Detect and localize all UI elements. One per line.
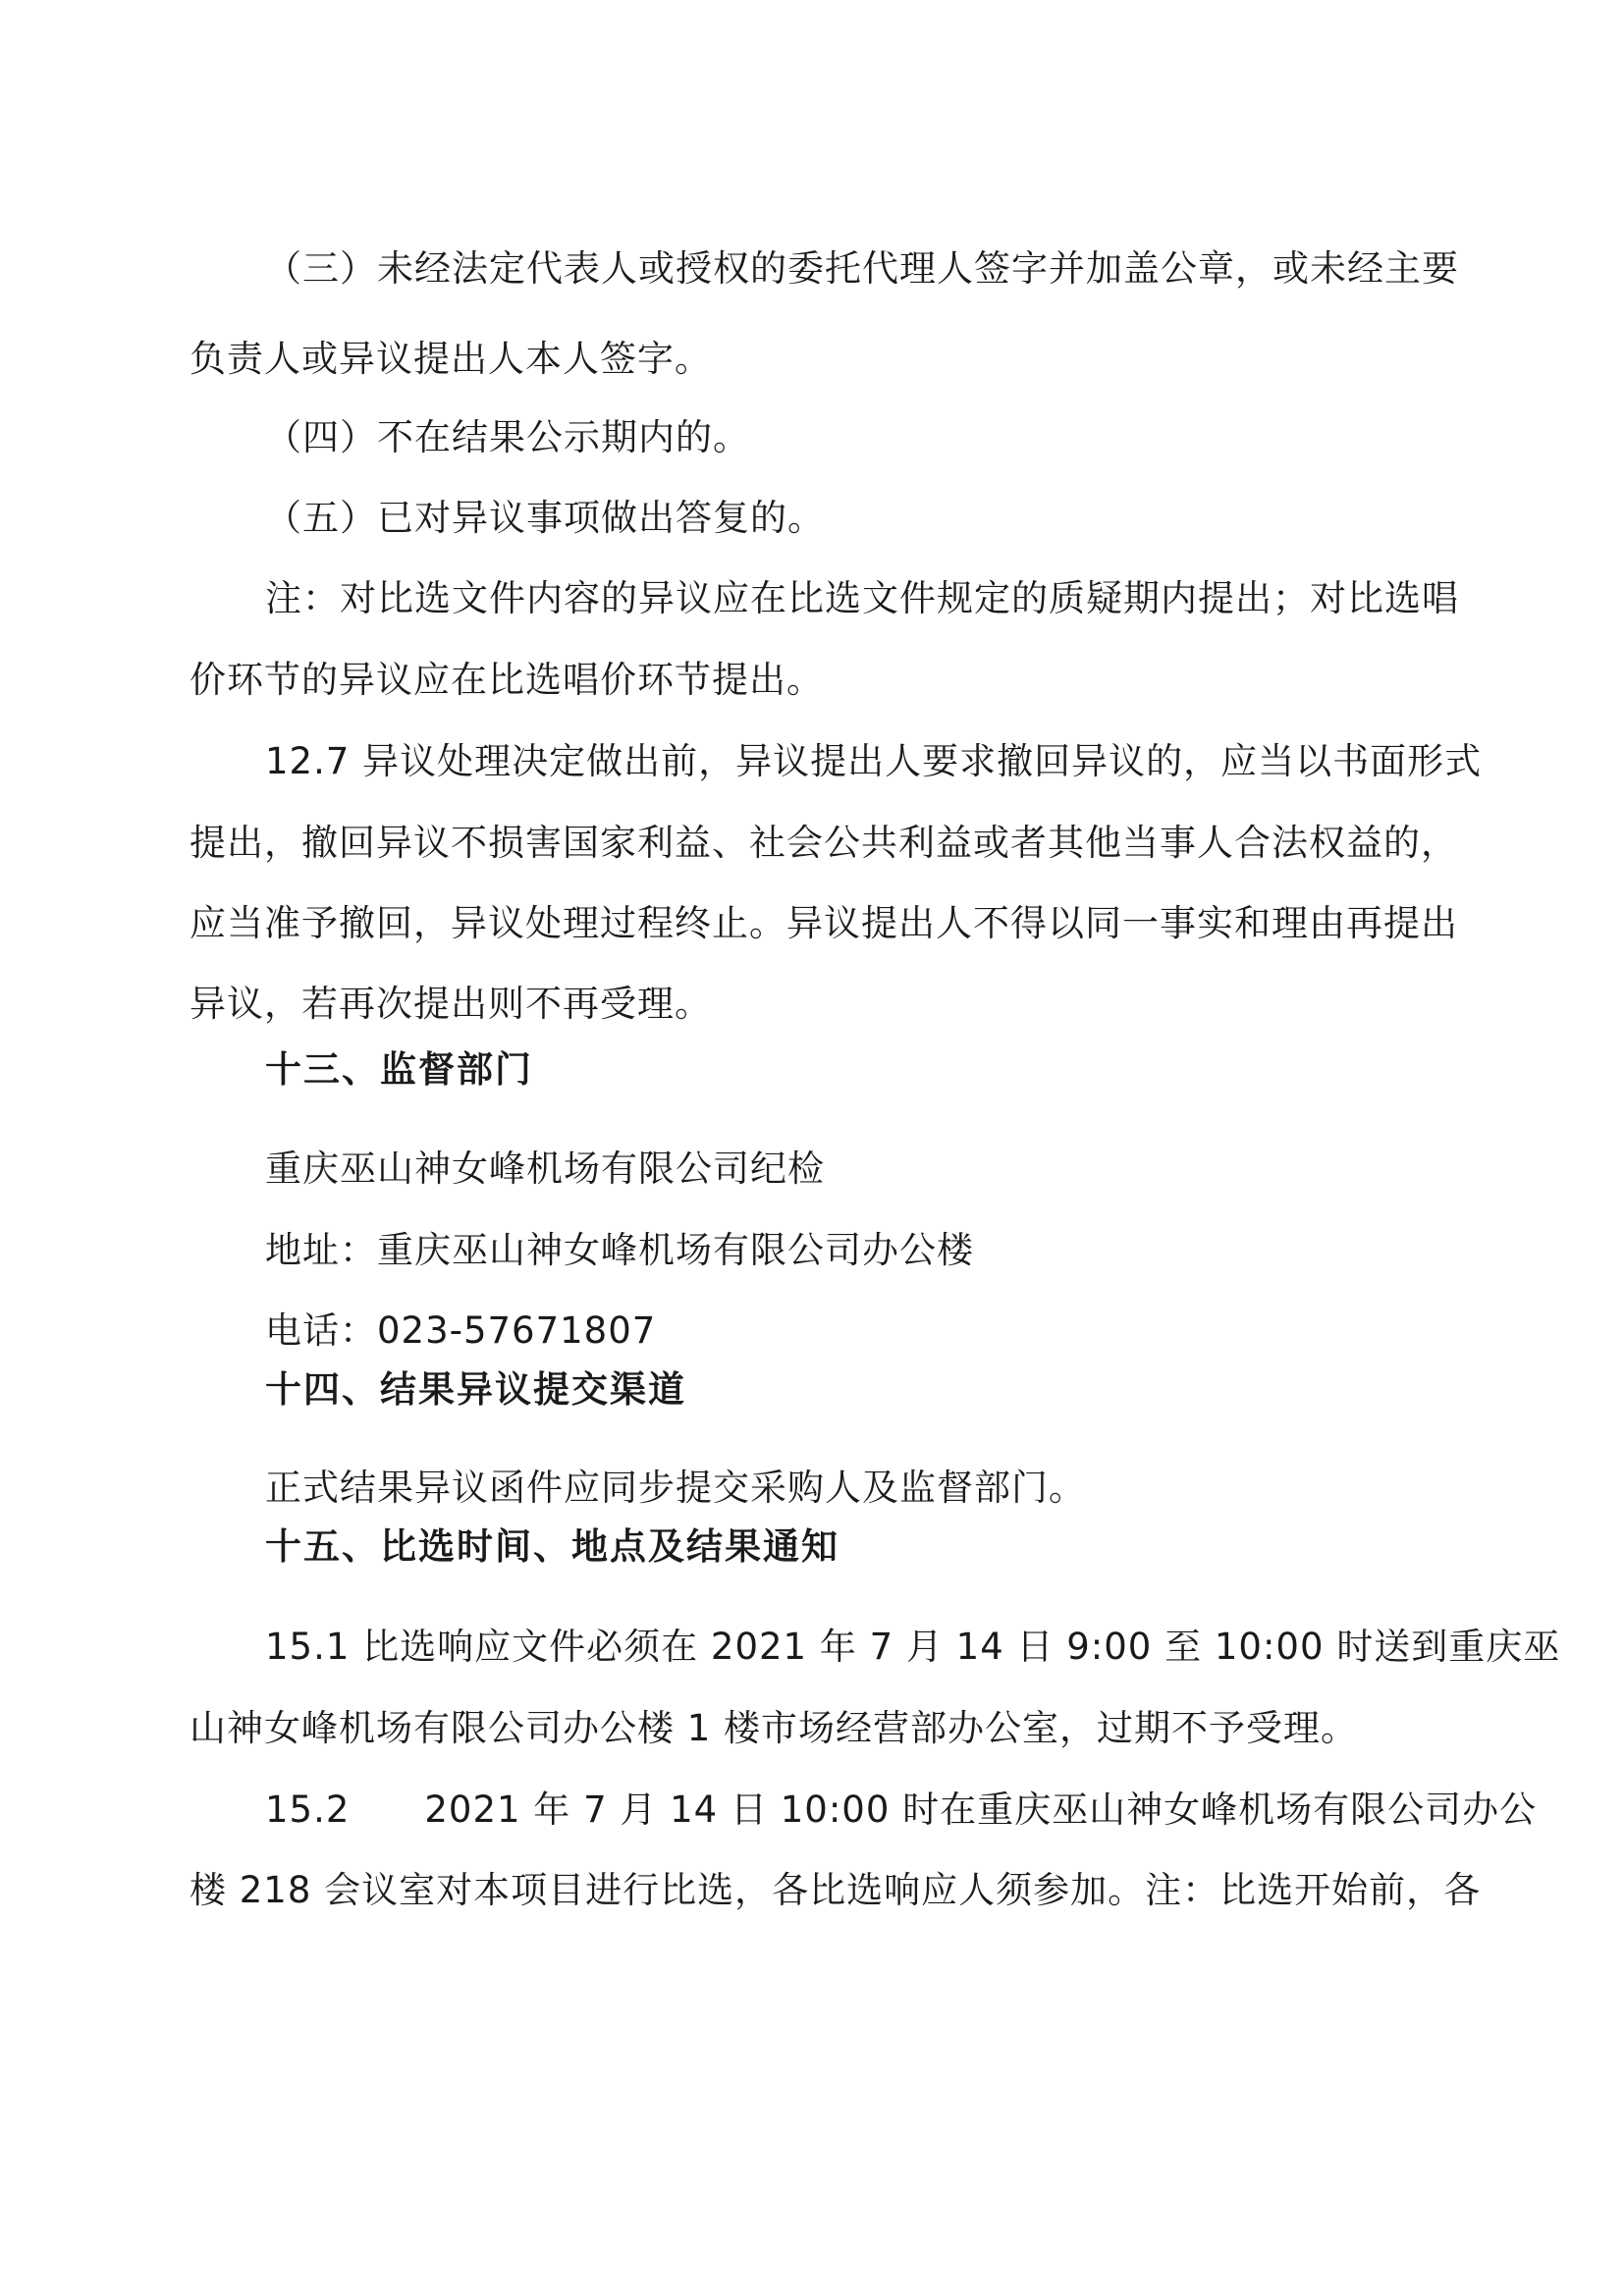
section-15-heading: 十五、比选时间、地点及结果通知 [265,1525,839,1568]
section-14-text: 正式结果异议函件应同步提交采购人及监督部门。 [265,1467,1086,1509]
paragraph-12-7-line-1: 12.7 异议处理决定做出前，异议提出人要求撤回异议的，应当以书面形式 [265,740,1483,782]
section-13-heading: 十三、监督部门 [265,1048,533,1091]
paragraph-12-7-line-3: 应当准予撤回，异议处理过程终止。异议提出人不得以同一事实和理由再提出 [189,902,1458,944]
supervisor-org: 重庆巫山神女峰机场有限公司纪检 [265,1148,825,1190]
supervisor-address: 地址：重庆巫山神女峰机场有限公司办公楼 [265,1229,974,1271]
paragraph-12-7-line-2: 提出，撤回异议不损害国家利益、社会公共利益或者其他当事人合法权益的， [189,822,1458,864]
paragraph-12-7-line-4: 异议，若再次提出则不再受理。 [189,983,712,1025]
supervisor-phone: 电话：023-57671807 [265,1309,657,1352]
paragraph-3-line-2: 负责人或异议提出人本人签字。 [189,338,712,380]
paragraph-15-2-line-2: 楼 218 会议室对本项目进行比选，各比选响应人须参加。注：比选开始前，各 [189,1869,1482,1911]
paragraph-3-line-1: （三）未经法定代表人或授权的委托代理人签字并加盖公章，或未经主要 [265,247,1459,290]
note-line-1: 注：对比选文件内容的异议应在比选文件规定的质疑期内提出；对比选唱 [265,577,1459,619]
paragraph-15-1-line-2: 山神女峰机场有限公司办公楼 1 楼市场经营部办公室，过期不予受理。 [189,1707,1359,1749]
section-14-heading: 十四、结果异议提交渠道 [265,1368,686,1411]
paragraph-4: （四）不在结果公示期内的。 [265,416,750,458]
note-line-2: 价环节的异议应在比选唱价环节提出。 [189,659,824,701]
paragraph-15-2-line-1: 15.2 2021 年 7 月 14 日 10:00 时在重庆巫山神女峰机场有限公司办公 [265,1789,1538,1831]
paragraph-5: （五）已对异议事项做出答复的。 [265,497,825,539]
paragraph-15-1-line-1: 15.1 比选响应文件必须在 2021 年 7 月 14 日 9:00 至 10:00 时送到重庆巫 [265,1626,1561,1668]
